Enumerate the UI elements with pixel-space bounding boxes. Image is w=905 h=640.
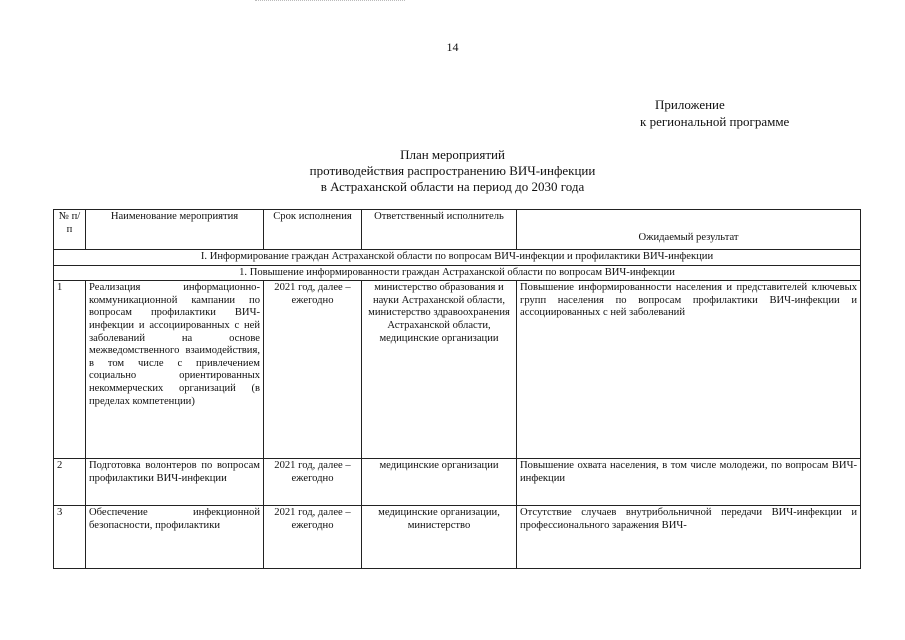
header-name: Наименование мероприятия [86,210,264,250]
table-header-row [54,210,861,250]
table-row [54,459,861,506]
row-result: Повышение информированности населения и представителей ключевых групп населения по вопросам профилактики ВИЧ-инфекции и ассоциированных с ней заболеваний [517,281,861,459]
row-term: 2021 год, далее – ежегодно [264,506,362,569]
row-name: Обеспечение инфекционной безопасности, профилактики [86,506,264,569]
row-num: 3 [54,506,86,569]
row-responsible: министерство образования и науки Астраханской области, министерство здравоохранения Астраханской области, медицинские организации [362,281,517,459]
table-row [54,281,861,459]
row-result: Повышение охвата населения, в том числе молодежи, по вопросам ВИЧ-инфекции [517,459,861,506]
row-term: 2021 год, далее – ежегодно [264,459,362,506]
row-responsible: медицинские организации, министерство [362,506,517,569]
header-result: Ожидаемый результат [517,210,861,250]
row-num: 2 [54,459,86,506]
row-name: Подготовка волонтеров по вопросам профилактики ВИЧ-инфекции [86,459,264,506]
section-heading-row [54,250,861,266]
action-plan-table [53,209,861,569]
row-num: 1 [54,281,86,459]
appendix-note [640,96,890,130]
row-responsible: медицинские организации [362,459,517,506]
document-title [0,147,905,195]
subsection-heading-row [54,265,861,281]
table-row [54,506,861,569]
appendix-line-1: Приложение [655,97,725,112]
scan-artifact [255,0,405,4]
section-heading: I. Информирование граждан Астраханской области по вопросам ВИЧ-инфекции и профилактики ВИЧ-инфекции [54,250,861,266]
appendix-line-2: к региональной программе [640,114,790,129]
header-responsible: Ответственный исполнитель [362,210,517,250]
title-line-2: противодействия распространению ВИЧ-инфекции [309,163,596,178]
header-num: № п/п [54,210,86,250]
row-term: 2021 год, далее – ежегодно [264,281,362,459]
page-number: 14 [446,40,459,54]
title-line-3: в Астраханской области на период до 2030 года [320,179,585,194]
row-result: Отсутствие случаев внутрибольничной передачи ВИЧ-инфекции и профессионального заражения ВИЧ- [517,506,861,569]
row-name: Реализация информационно-коммуникационной кампании по вопросам профилактики ВИЧ-инфекции и ассоциированных с ней заболеваний на основе межведомственного взаимодействия, в том числе с привлечением социально ориентированных некоммерческих организаций (в пределах компетенции) [86,281,264,459]
subsection-heading: 1. Повышение информированности граждан Астраханской области по вопросам ВИЧ-инфекции [54,265,861,281]
header-term: Срок исполнения [264,210,362,250]
title-line-1: План мероприятий [400,147,505,162]
